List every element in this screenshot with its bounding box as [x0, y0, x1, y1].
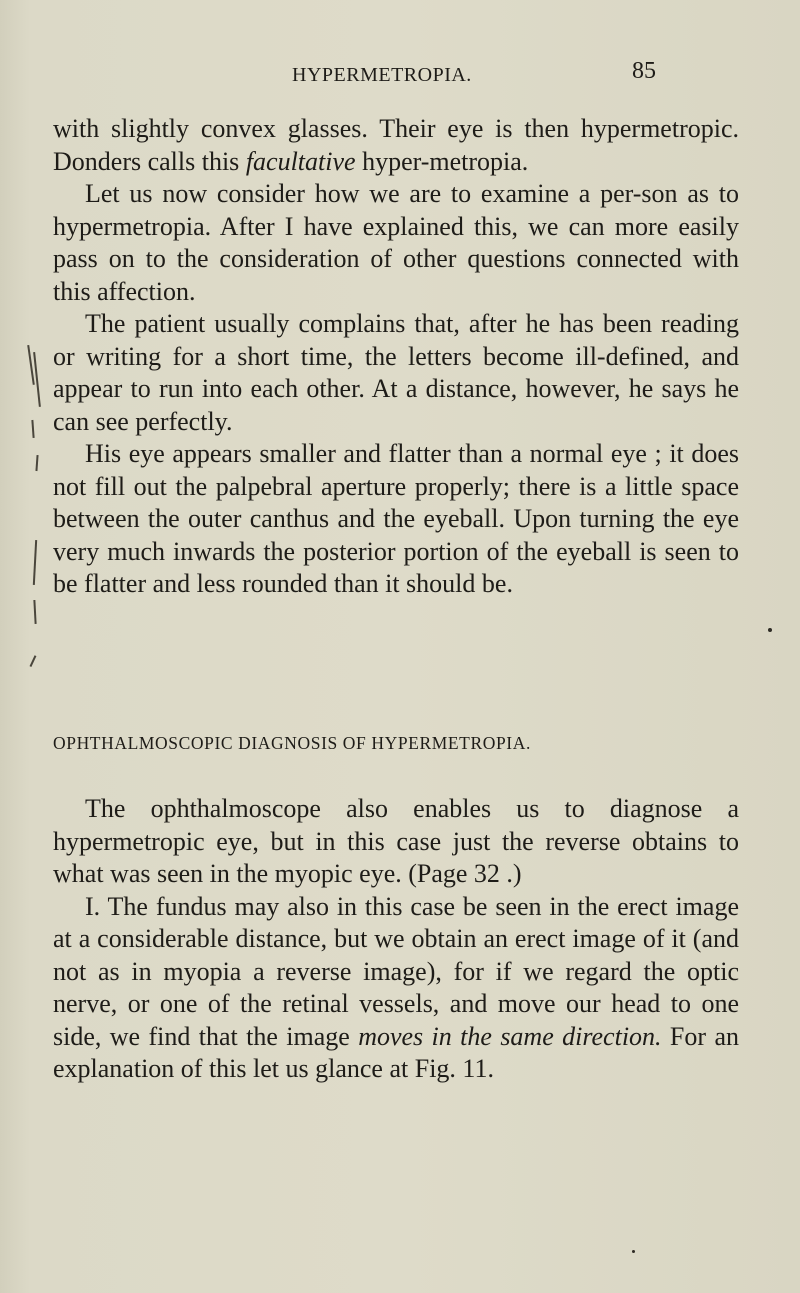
paragraph-fundus	[53, 891, 739, 1086]
margin-pencil-mark	[30, 655, 36, 667]
running-title: HYPERMETROPIA.	[292, 64, 472, 86]
page-number: 85	[632, 58, 656, 84]
paragraph-text: hyper-metropia.	[355, 146, 529, 176]
section-heading: OPHTHALMOSCOPIC DIAGNOSIS OF HYPERMETROPIA.	[53, 733, 531, 753]
running-head	[0, 58, 800, 88]
paragraph-text: For an explanation of this let us glance at Fig. 11.	[53, 1021, 739, 1083]
margin-pencil-mark	[35, 455, 38, 471]
paragraph-examination: Let us now consider how we are to examine a per-son as to hypermetropia. After I have explained this, we can more easily pass on to the consideration of other questions connected with this affection.	[53, 179, 739, 306]
emphasis-text: moves in the same direction.	[358, 1021, 662, 1051]
margin-pencil-mark	[33, 600, 36, 624]
margin-pencil-mark	[27, 345, 34, 385]
paragraph-symptoms: The patient usually complains that, after he has been reading or writing for a short time, the letters become ill-defined, and appear to run into each other. At a distance, however, he says he can see perfectly.	[53, 309, 739, 436]
paragraph-text: with slightly convex glasses. Their eye is then hypermetropic. Donders calls this	[53, 114, 739, 176]
emphasis-text: facultative	[245, 146, 356, 176]
paragraph-continuation	[53, 113, 739, 178]
paragraph-ophthalmoscope: The ophthalmoscope also enables us to diagnose a hypermetropic eye, but in this case just the reverse obtains to what was seen in the myopic eye. (Page 32 .)	[53, 794, 739, 888]
paragraph-text: I. The fundus may also in this case be seen in the erect image at a considerable distance, but we obtain an erect image of it (and not as in myopia a reverse image), for if we regard the optic nerve, or one of the retinal vessels, and move our head to one side, we find that the image	[53, 891, 739, 1051]
margin-dot	[632, 1250, 635, 1253]
body-text-top	[53, 113, 739, 601]
margin-pencil-mark	[33, 352, 40, 407]
margin-pencil-mark	[33, 540, 37, 585]
margin-pencil-mark	[31, 420, 34, 438]
margin-dot	[768, 628, 772, 632]
paragraph-appearance: His eye appears smaller and flatter than a normal eye ; it does not fill out the palpebral aperture properly; there is a little space between the outer canthus and the eyeball. Upon turning the eye very much inwards the posterior portion of the eyeball is seen to be flatter and less rounded than it should be.	[53, 439, 739, 598]
body-text-bottom	[53, 793, 739, 1086]
